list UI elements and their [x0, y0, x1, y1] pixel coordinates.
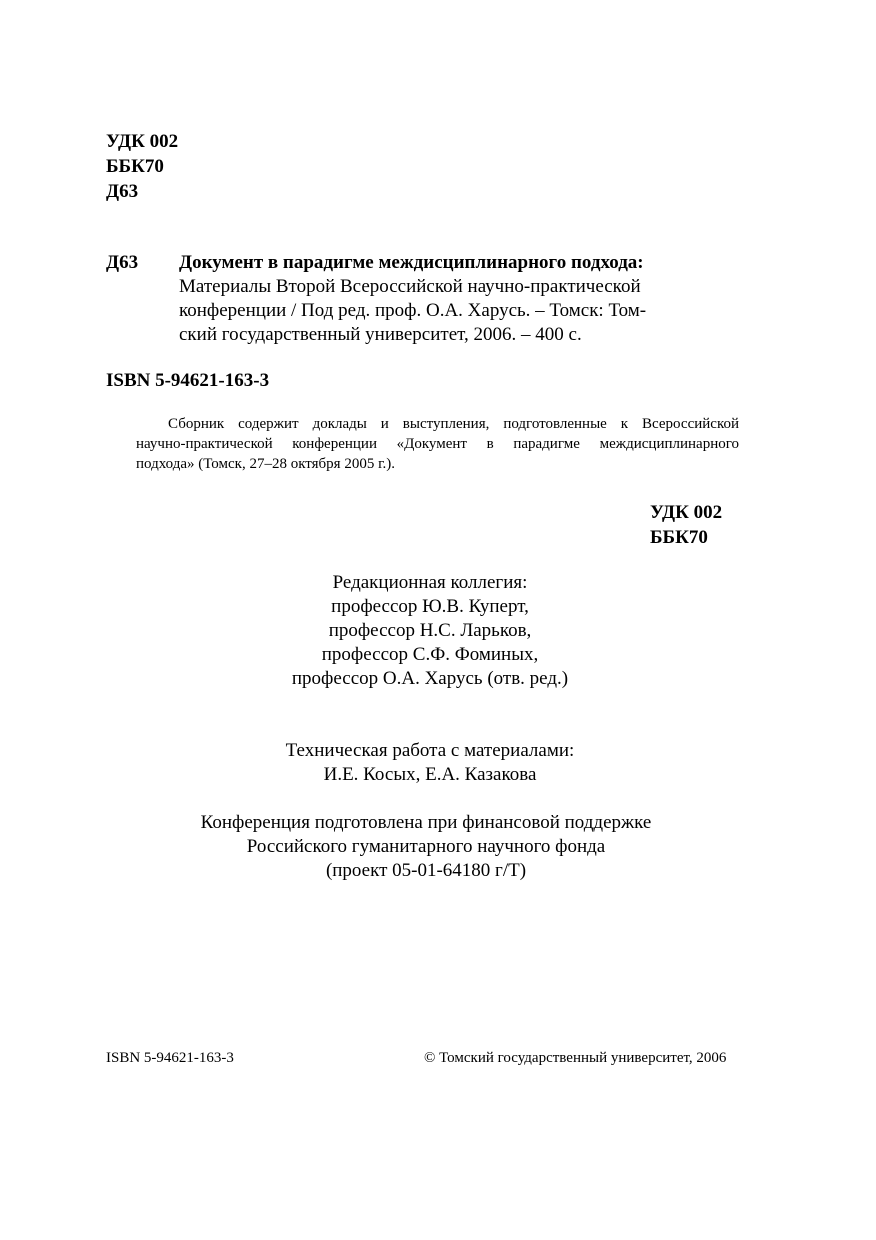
support-line: Российского гуманитарного научного фонда [246, 836, 606, 857]
entry-title: Документ в парадигме междисциплинарного подхода: [179, 252, 644, 273]
editorial-board-member: профессор Н.С. Ларьков, [328, 620, 532, 641]
technical-work-names: И.Е. Косых, Е.А. Казакова [323, 764, 537, 785]
bbk-code: ББК70 [650, 527, 708, 548]
annotation-line: подхода» (Томск, 27–28 октября 2005 г.). [136, 456, 396, 472]
editorial-board-member: профессор С.Ф. Фоминых, [321, 644, 539, 665]
funding-support [0, 811, 864, 883]
annotation [136, 414, 739, 474]
udk-code: УДК 002 [650, 502, 723, 523]
editorial-board [0, 571, 868, 691]
udk-code: УДК 002 [106, 131, 179, 152]
bibliographic-entry [179, 251, 699, 347]
isbn: ISBN 5-94621-163-3 [106, 370, 270, 391]
support-line: (проект 05-01-64180 г/Т) [325, 860, 527, 881]
classification-right [650, 500, 722, 550]
annotation-line: Сборник содержит доклады и выступления, подготовленные к Всероссийской [168, 416, 739, 432]
technical-work [0, 739, 868, 787]
editorial-board-member: профессор Ю.В. Куперт, [331, 596, 529, 617]
editorial-board-member: профессор О.А. Харусь (отв. ред.) [291, 668, 569, 689]
author-mark: Д63 [106, 181, 139, 202]
classification-top [106, 129, 178, 204]
entry-author-mark: Д63 [106, 252, 139, 273]
footer-isbn: ISBN 5-94621-163-3 [106, 1050, 234, 1066]
entry-line: ский государственный университет, 2006. – 400 с. [179, 324, 582, 345]
technical-work-heading: Техническая работа с материалами: [285, 740, 575, 761]
entry-line: конференции / Под ред. проф. О.А. Харусь. – Томск: Том- [179, 300, 647, 321]
annotation-line: научно-практической конференции «Документ в парадигме междисциплинарного [136, 436, 739, 452]
support-line: Конференция подготовлена при финансовой поддержке [200, 812, 652, 833]
editorial-board-heading: Редакционная коллегия: [332, 572, 528, 593]
bbk-code: ББК70 [106, 156, 164, 177]
footer-copyright: © Томский государственный университет, 2006 [424, 1050, 727, 1066]
entry-line: Материалы Второй Всероссийской научно-практической [179, 276, 641, 297]
